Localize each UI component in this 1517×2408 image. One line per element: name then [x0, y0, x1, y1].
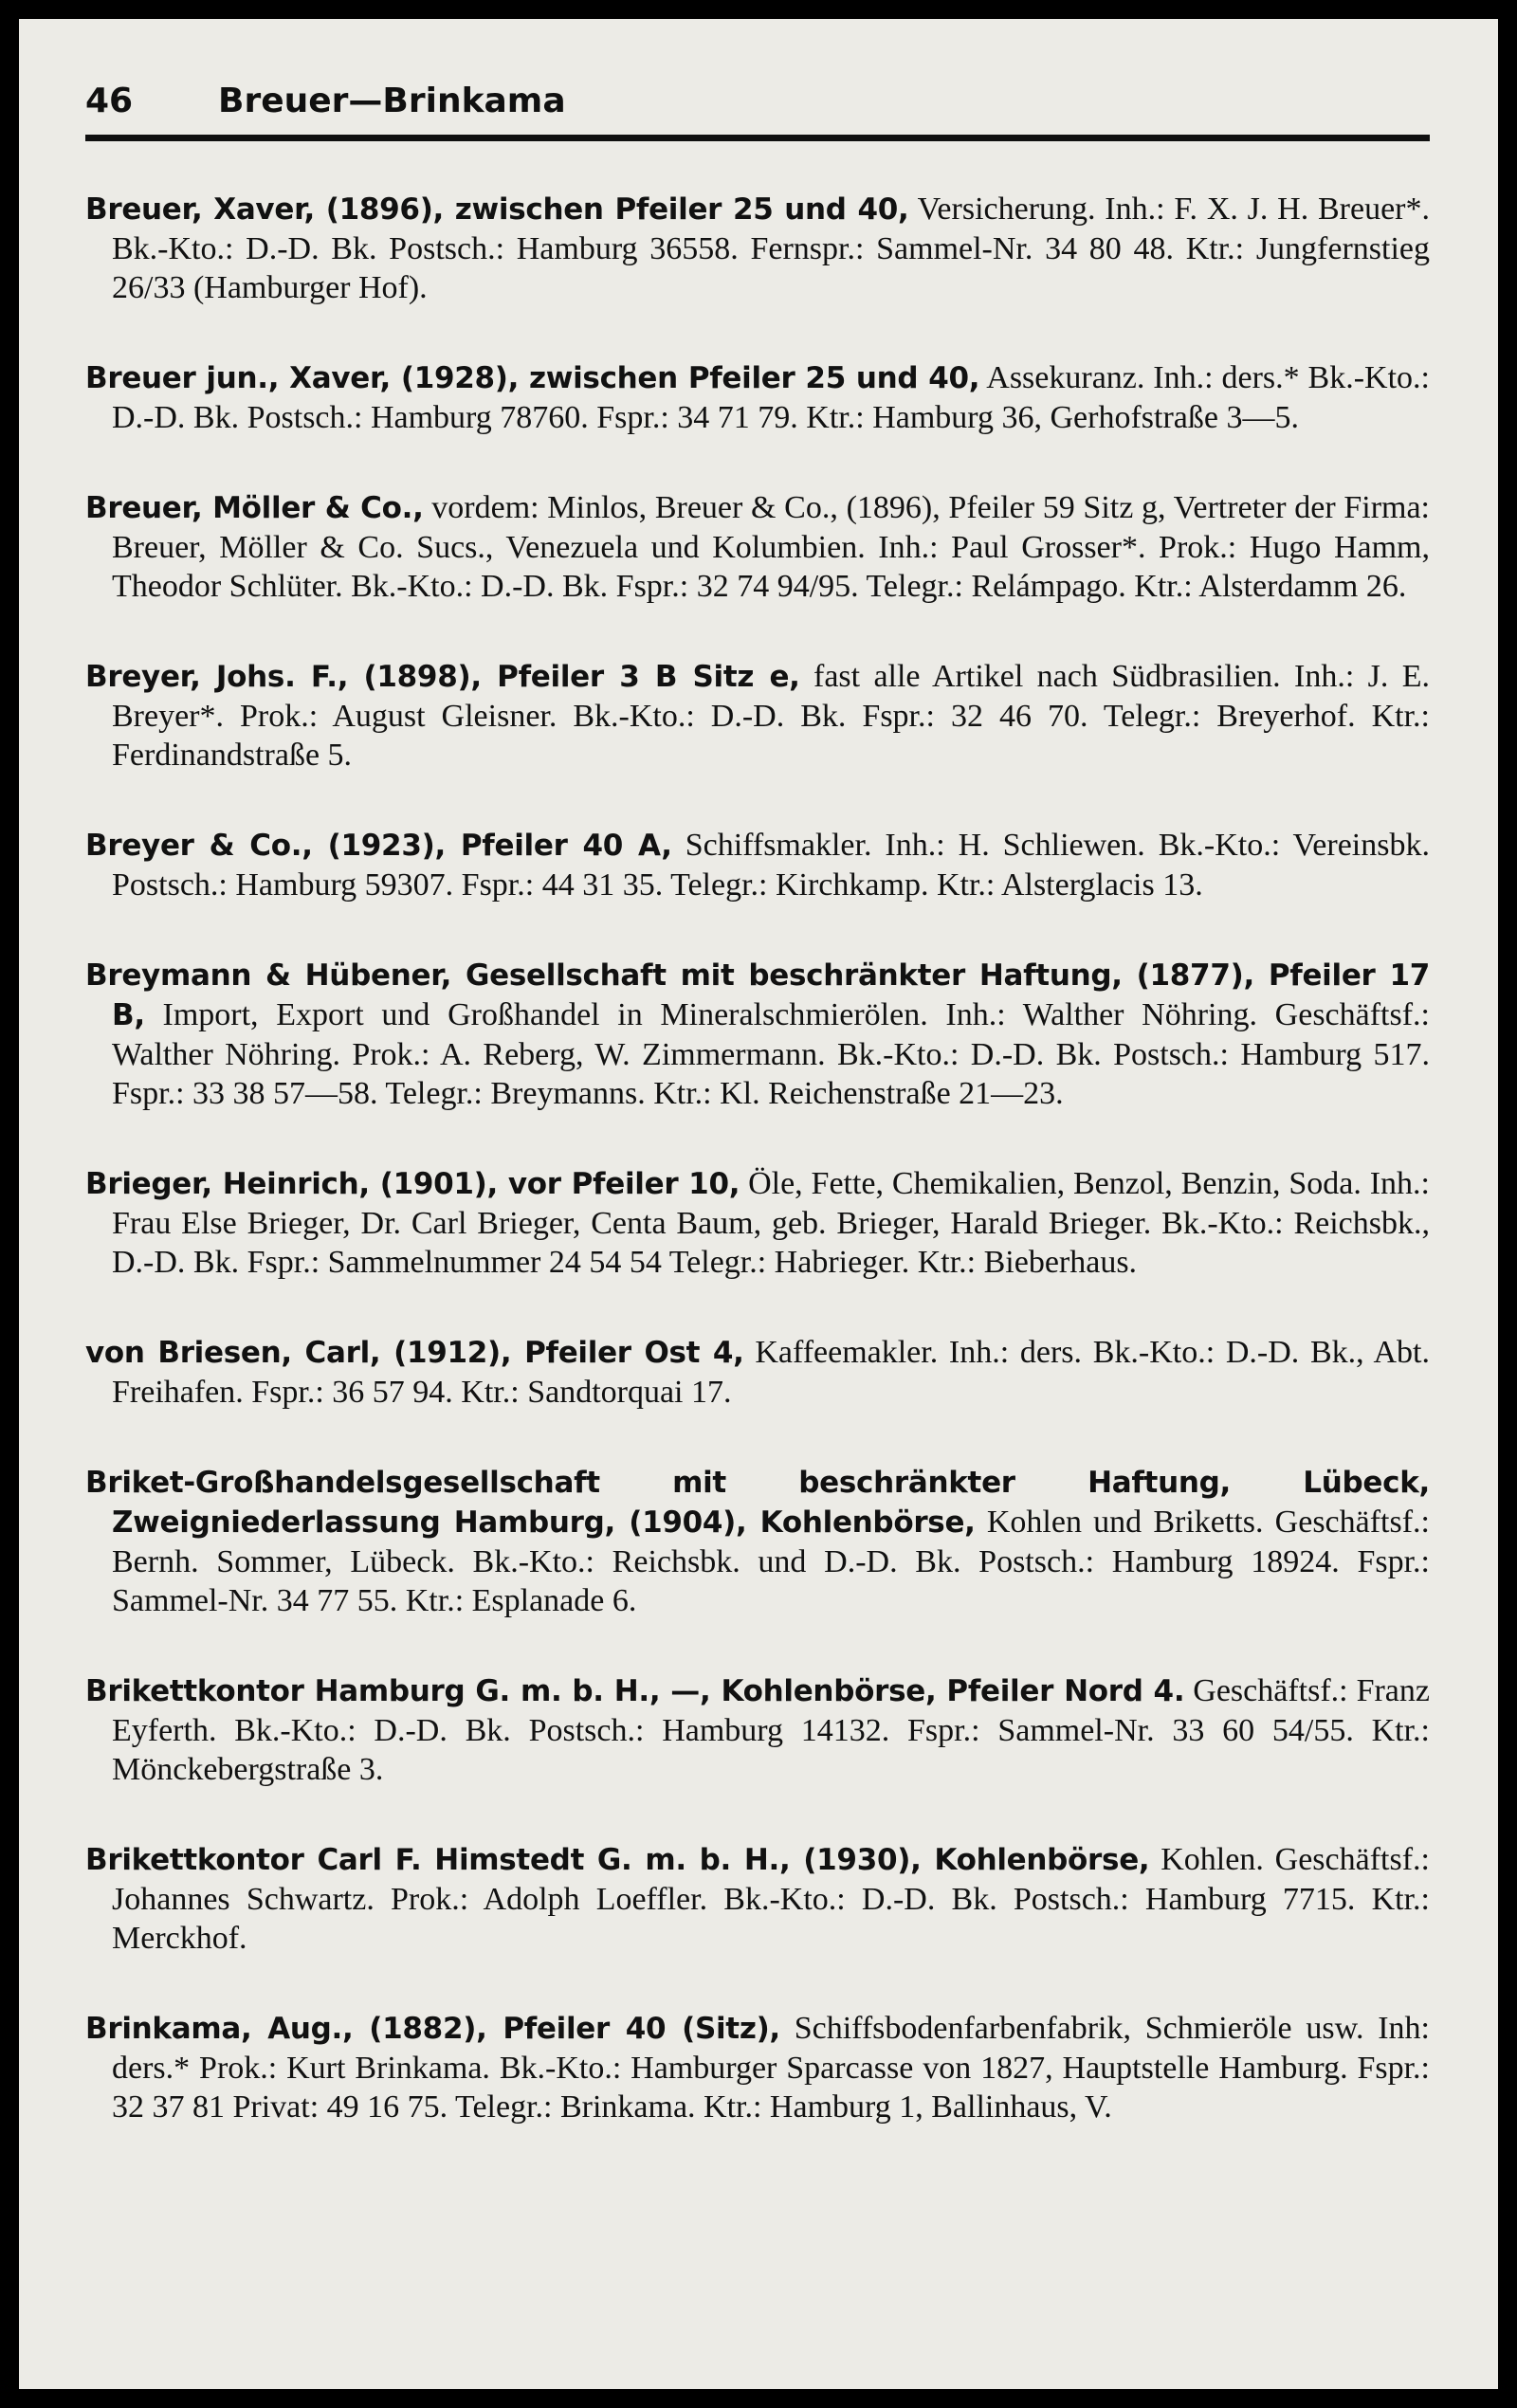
page-header: [85, 82, 1430, 129]
entry-heading: Breuer jun., Xaver, (1928), zwischen Pfeiler 25 und 40,: [85, 361, 980, 395]
running-title: Breuer—Brinkama: [218, 82, 566, 120]
entry-details: Kohlen und Briketts. Geschäftsf.: Bernh. Sommer, Lübeck. Bk.-Kto.: Reichsbk. und D.-D. Bk. Postsch.: Hamburg 18924. Fspr.: Sammel-Nr. 34 77 55. Ktr.: Esplanade 6.: [112, 1505, 1430, 1618]
entry-list: [85, 190, 1430, 2178]
entry-details: Öle, Fette, Chemikalien, Benzol, Benzin, Soda. Inh.: Frau Else Brieger, Dr. Carl Brieger, Centa Baum, geb. Brieger, Harald Brieger. Bk.-Kto.: Reichsbk., D.-D. Bk. Fspr.: Sammelnummer 24 54 54 Telegr.: Habrieger. Ktr.: Bieberhaus.: [112, 1166, 1430, 1280]
entry-heading: Brikettkontor Carl F. Himstedt G. m. b. H., (1930), Kohlenbörse,: [85, 1843, 1150, 1877]
entry-heading: von Briesen, Carl, (1912), Pfeiler Ost 4,: [85, 1336, 744, 1370]
entry-brikettkontor-himstedt: [85, 1840, 1430, 1958]
entry-breuer-xaver: [85, 190, 1430, 307]
entry-heading: Brikettkontor Hamburg G. m. b. H., —, Kohlenbörse, Pfeiler Nord 4.: [85, 1674, 1185, 1708]
entry-brinkama-aug: [85, 2009, 1430, 2126]
entry-details: Kaffeemakler. Inh.: ders. Bk.-Kto.: D.-D. Bk., Abt. Freihafen. Fspr.: 36 57 94. Ktr.: Sandtorquai 17.: [112, 1335, 1431, 1410]
entry-details: Versicherung. Inh.: F. X. J. H. Breuer*. Bk.-Kto.: D.-D. Bk. Postsch.: Hamburg 36558. Fernspr.: Sammel-Nr. 34 80 48. Ktr.: Jungfernstieg 26/33 (Hamburger Hof).: [112, 192, 1430, 305]
entry-details: Assekuranz. Inh.: ders.* Bk.-Kto.: D.-D. Bk. Postsch.: Hamburg 78760. Fspr.: 34 71 79. Ktr.: Hamburg 36, Gerhofstraße 3—5.: [112, 360, 1430, 435]
entry-heading: Breuer, Möller & Co.,: [85, 491, 424, 525]
entry-heading: Breuer, Xaver, (1896), zwischen Pfeiler 25 und 40,: [85, 192, 909, 227]
directory-page: [19, 19, 1498, 2389]
entry-details: Geschäftsf.: Franz Eyferth. Bk.-Kto.: D.-D. Bk. Postsch.: Hamburg 14132. Fspr.: Sammel-Nr. 33 60 54/55. Ktr.: Mönckebergstraße 3.: [112, 1673, 1430, 1787]
entry-details: Schiffsbodenfarbenfabrik, Schmieröle usw. Inh: ders.* Prok.: Kurt Brinkama. Bk.-Kto.: Hamburger Sparcasse von 1827, Hauptstelle Hamburg. Fspr.: 32 37 81 Privat: 49 16 75. Telegr.: Brinkama. Ktr.: Hamburg 1, Ballinhaus, V.: [112, 2011, 1430, 2125]
header-rule: [85, 135, 1430, 141]
entry-details: vordem: Minlos, Breuer & Co., (1896), Pfeiler 59 Sitz g, Vertreter der Firma: Breuer, Möller & Co. Sucs., Venezuela und Kolumbien. Inh.: Paul Grosser*. Prok.: Hugo Hamm, Theodor Schlüter. Bk.-Kto.: D.-D. Bk. Fspr.: 32 74 94/95. Telegr.: Relámpago. Ktr.: Alsterdamm 26.: [112, 490, 1430, 604]
entry-details: Schiffsmakler. Inh.: H. Schliewen. Bk.-Kto.: Vereinsbk. Postsch.: Hamburg 59307. Fspr.: 44 31 35. Telegr.: Kirchkamp. Ktr.: Alsterglacis 13.: [112, 828, 1430, 903]
entry-von-briesen-carl: [85, 1333, 1430, 1412]
entry-breuer-moeller: [85, 488, 1430, 606]
entry-heading: Breyer, Johs. F., (1898), Pfeiler 3 B Sitz e,: [85, 660, 800, 694]
entry-heading: Briket-Großhandelsgesellschaft mit beschränkter Haftung, Lübeck, Zweigniederlassung Hamburg, (1904), Kohlenbörse,: [85, 1466, 1430, 1540]
entry-briket-grosshandel: [85, 1463, 1430, 1620]
entry-breuer-jun-xaver: [85, 358, 1430, 437]
entry-brieger-heinrich: [85, 1164, 1430, 1282]
entry-breymann-huebener: [85, 956, 1430, 1113]
entry-heading: Brinkama, Aug., (1882), Pfeiler 40 (Sitz),: [85, 2012, 780, 2046]
page-number: 46: [85, 82, 134, 120]
entry-details: fast alle Artikel nach Südbrasilien. Inh.: J. E. Breyer*. Prok.: August Gleisner. Bk.-Kto.: D.-D. Bk. Fspr.: 32 46 70. Telegr.: Breyerhof. Ktr.: Ferdinandstraße 5.: [112, 659, 1431, 773]
entry-heading: Brieger, Heinrich, (1901), vor Pfeiler 10,: [85, 1167, 740, 1201]
entry-details: Import, Export und Großhandel in Mineralschmierölen. Inh.: Walther Nöhring. Geschäftsf.: Walther Nöhring. Prok.: A. Reberg, W. Zimmermann. Bk.-Kto.: D.-D. Bk. Postsch.: Hamburg 517. Fspr.: 33 38 57—58. Telegr.: Breymanns. Ktr.: Kl. Reichenstraße 21—23.: [112, 997, 1430, 1111]
entry-heading: Breyer & Co., (1923), Pfeiler 40 A,: [85, 829, 672, 863]
entry-heading: Breymann & Hübener, Gesellschaft mit beschränkter Haftung, (1877), Pfeiler 17 B,: [85, 958, 1430, 1032]
entry-breyer-co: [85, 826, 1430, 904]
entry-details: Kohlen. Geschäftsf.: Johannes Schwartz. Prok.: Adolph Loeffler. Bk.-Kto.: D.-D. Bk. Postsch.: Hamburg 7715. Ktr.: Merckhof.: [112, 1842, 1430, 1956]
entry-breyer-johs: [85, 657, 1430, 775]
entry-brikettkontor-hamburg: [85, 1671, 1430, 1789]
